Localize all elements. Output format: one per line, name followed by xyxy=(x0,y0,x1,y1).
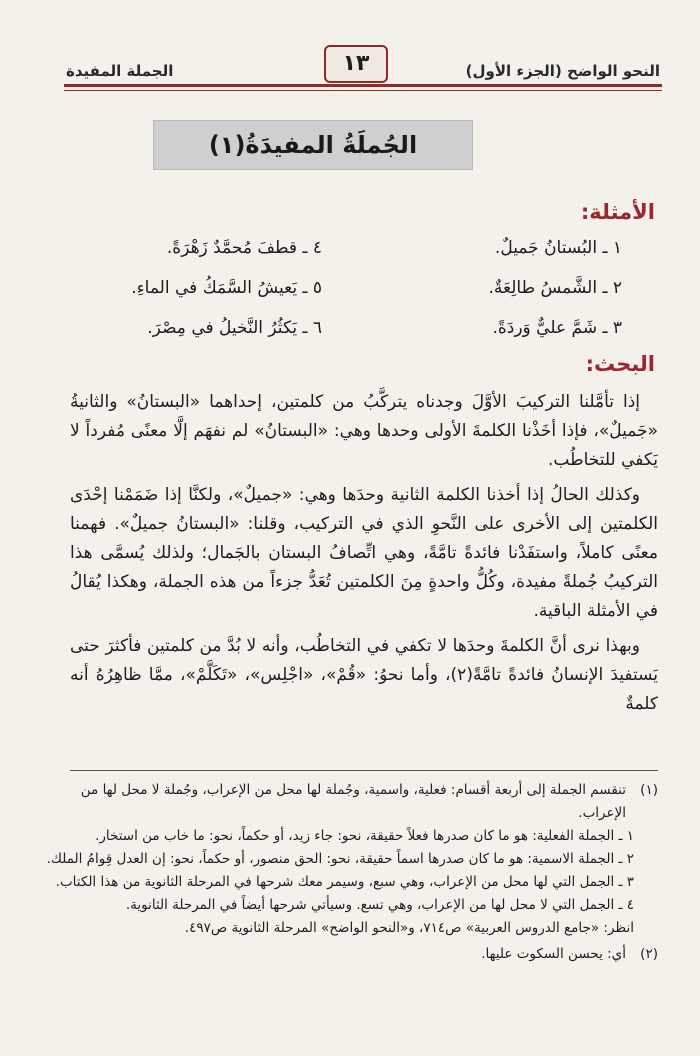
footnote-item: ٢ ـ الجملة الاسمية: هو ما كان صدرها اسماً حقيقة، نحو: الحق منصور، أو حكماً، نحو: إن العدل قِوامُ الملك. xyxy=(46,851,634,867)
example-item: ١ ـ البُستانُ جَميلٌ. xyxy=(494,238,622,258)
footnote-item: ٤ ـ الجمل التي لا محل لها من الإعراب، وهي تسع. وسيأتي شرحها أيضاً في المرحلة الثانوية. xyxy=(125,897,634,913)
paragraph: إذا تأمَّلنا التركيبَ الأوَّلَ وجدناه يتركَّبُ من كلمتين، إحداهما «البستانُ» والثانيةُ «جَميلٌ»، فإذا أخَذْنا الكلمةَ الأولى وحدها وهي: «البستانُ» لم نفهَم إلَّا معنًى مُفرداً لا يَكفي للتخاطُب. xyxy=(70,392,658,470)
footnote-separator xyxy=(70,770,658,771)
discussion-heading: البحث: xyxy=(585,352,655,376)
footnote-text: تنقسم الجملة إلى أربعة أقسام: فعلية، واسمية، وجُملة لها محل من الإعراب، وجُملة لا محل لها من xyxy=(80,782,626,798)
discussion-body xyxy=(70,388,658,725)
examples-heading: الأمثلة: xyxy=(580,200,655,224)
footnote-1-continuation: الإعراب. xyxy=(578,805,626,821)
example-item: ٢ ـ الشَّمسُ طالِعَةٌ. xyxy=(488,278,622,298)
paragraph: وبهذا نرى أنَّ الكلمةَ وحدَها لا تكفي في التخاطُب، وأنه لا بُدَّ من كلمتين فأكثرَ حتى يَستفيدَ الإنسانُ فائدةً تامَّةً(٢)، وأما نحوُ: «قُمْ»، «اجْلِس»، «تَكَلَّمْ»، ممَّا ظاهِرُهُ أنه كلمةٌ xyxy=(70,636,659,714)
example-item: ٤ ـ قطفَ مُحمَّدٌ زَهْرَةً. xyxy=(166,238,322,258)
example-item: ٥ ـ يَعيشُ السَّمَكُ في الماءِ. xyxy=(131,278,322,298)
running-header-book-title: النحو الواضح (الجزء الأول) xyxy=(465,62,660,80)
section-title: الجُملَةُ المفيدَةُ(١) xyxy=(153,120,473,170)
footnote-item: ١ ـ الجملة الفعلية: هو ما كان صدرها فعلاً حقيقة، نحو: جاء زيد، أو حكماً، نحو: ما خاب من استخار. xyxy=(95,828,634,844)
footnote-1-line xyxy=(70,779,658,802)
footnotes xyxy=(46,779,658,966)
header-rule-thin xyxy=(64,90,662,91)
footnote-text: أي: يحسن السكوت عليها. xyxy=(481,946,626,962)
footnote-number: (١) xyxy=(640,782,658,798)
running-header-chapter-title: الجملة المفيدة xyxy=(66,62,174,80)
example-item: ٦ ـ يَكثُرُ النَّخيلُ في مِصْرَ. xyxy=(147,318,322,338)
footnote-reference: انظر: «جامع الدروس العربية» ص٧١٤، و«النحو الواضح» المرحلة الثانوية ص٤٩٧. xyxy=(184,920,634,936)
footnote-number: (٢) xyxy=(640,946,658,962)
footnote-item: ٣ ـ الجمل التي لها محل من الإعراب، وهي سبع، وسيمر معك شرحها في المرحلة الثانوية من هذا الكتاب. xyxy=(55,874,634,890)
paragraph: وكذلك الحالُ إذا أخذنا الكلمة الثانية وحدَها وهي: «جميلٌ»، ولكنَّا إذا ضَمَمْنا إحْدَى الكلمتين إلى الأخرى على النَّحوِ الذي في التركيب، وقلنا: «البستانُ جميلٌ». فهمنا معنًى كاملاً، واستفَدْنا فائدةً تامَّةً، وهي اتِّصافُ البستان بالجَمال؛ ولذلك يُسمَّى هذا التركيبُ جُملةً مفيدة، وكُلُّ واحدةٍ مِنَ الكلمتين تُعَدُّ جزءاً من هذه الجملة، وهكذا يُقالُ في الأمثلة الباقية. xyxy=(70,485,658,621)
footnote-2-line xyxy=(70,943,658,966)
header-rule-thick xyxy=(64,84,662,87)
example-item: ٣ ـ شَمَّ عليٌّ وَردَةً. xyxy=(492,318,622,338)
page-number-badge: ١٣ xyxy=(324,45,388,83)
